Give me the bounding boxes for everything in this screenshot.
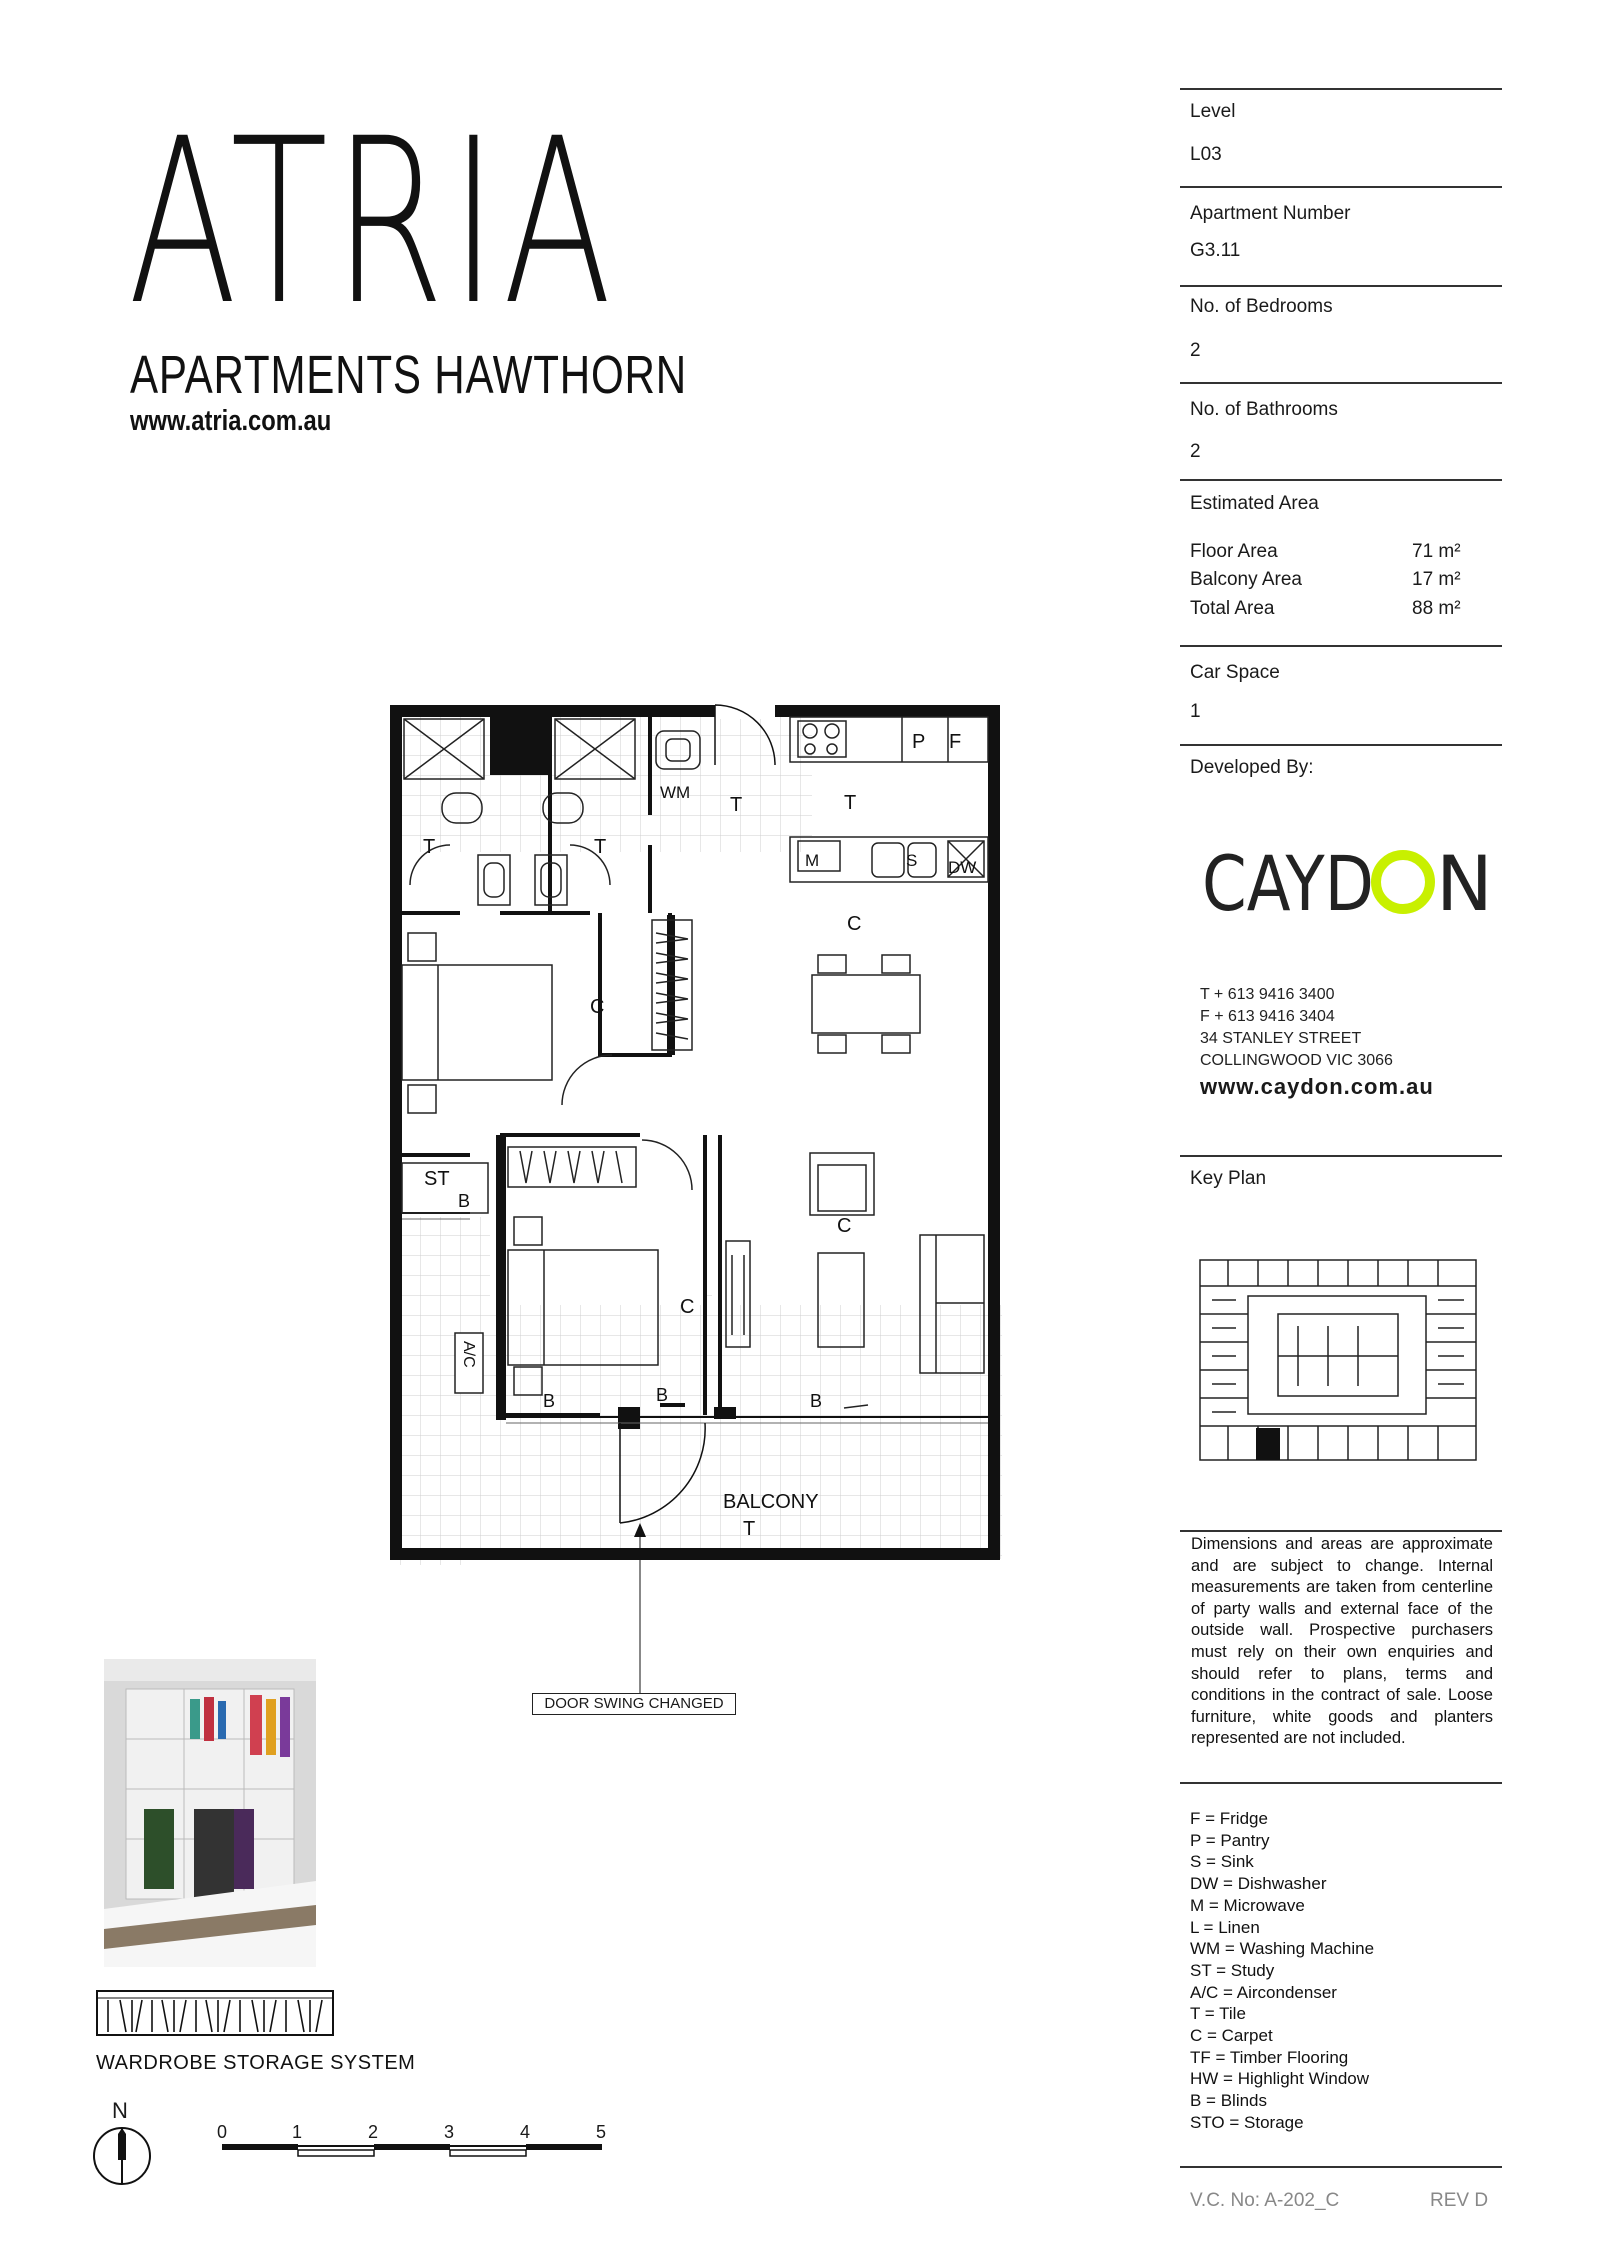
- divider: [1180, 88, 1502, 90]
- scale-tick: 1: [292, 2122, 303, 2142]
- area-value: 71 m²: [1412, 541, 1461, 562]
- label-study: ST: [424, 1168, 450, 1190]
- key-plan-diagram: [1198, 1256, 1480, 1466]
- caydon-logo-text-right: N: [1436, 839, 1493, 928]
- label-sink: S: [906, 851, 918, 870]
- vc-number: V.C. No: A-202_C: [1190, 2190, 1340, 2211]
- legend-list: [1190, 1808, 1374, 2134]
- wardrobe-storage-symbol: [96, 1990, 336, 2038]
- divider: [1180, 479, 1502, 481]
- legend-item: P = Pantry: [1190, 1830, 1270, 1850]
- label-balcony: BALCONY: [723, 1491, 819, 1513]
- north-label: N: [112, 2098, 128, 2123]
- legend-item: T = Tile: [1190, 2004, 1246, 2024]
- label-pantry: P: [912, 731, 926, 753]
- wardrobe-photo: [104, 1659, 316, 1967]
- developer-label: Developed By:: [1190, 757, 1314, 778]
- level-value: L03: [1190, 144, 1222, 165]
- scale-tick: 2: [368, 2122, 379, 2142]
- divider: [1180, 744, 1502, 746]
- caydon-logo-text-left: CAYD: [1202, 839, 1374, 928]
- label-blinds: B: [810, 1391, 823, 1411]
- bathrooms-value: 2: [1190, 441, 1201, 462]
- level-label: Level: [1190, 101, 1236, 122]
- apartment-label: Apartment Number: [1190, 203, 1351, 224]
- scale-tick: 4: [520, 2122, 531, 2142]
- label-t: T: [423, 836, 436, 858]
- legend-item: A/C = Aircondenser: [1190, 1982, 1337, 2002]
- label-microwave: M: [805, 851, 820, 870]
- area-row-balcony: [1190, 569, 1470, 591]
- keyplan-label: Key Plan: [1190, 1168, 1267, 1189]
- brand-logo-title: ATRIA: [128, 89, 618, 355]
- divider: [1180, 1155, 1502, 1157]
- door-swing-note: DOOR SWING CHANGED: [532, 1693, 736, 1715]
- label-carpet: C: [590, 996, 605, 1018]
- area-row-floor: [1190, 541, 1470, 563]
- legend-item: ST = Study: [1190, 1960, 1275, 1980]
- scale-bar: [218, 2136, 610, 2168]
- area-value: 88 m²: [1412, 598, 1461, 619]
- label-aircon: A/C: [460, 1341, 477, 1368]
- label-carpet: C: [847, 913, 862, 935]
- legend-item: DW = Dishwasher: [1190, 1874, 1327, 1894]
- contact-fax: F + 613 9416 3404: [1200, 1008, 1335, 1025]
- scale-tick: 3: [444, 2122, 455, 2142]
- divider: [1180, 2166, 1502, 2168]
- bedrooms-value: 2: [1190, 340, 1201, 361]
- label-blinds: B: [458, 1191, 471, 1211]
- legend-item: STO = Storage: [1190, 2112, 1304, 2132]
- contact-city: COLLINGWOOD VIC 3066: [1200, 1052, 1393, 1069]
- label-t: T: [844, 792, 857, 814]
- car-value: 1: [1190, 701, 1201, 722]
- label-blinds: B: [543, 1391, 556, 1411]
- wardrobe-caption: WARDROBE STORAGE SYSTEM: [96, 2052, 416, 2074]
- scale-tick: 5: [596, 2122, 607, 2142]
- legend-item: C = Carpet: [1190, 2026, 1273, 2046]
- legend-item: S = Sink: [1190, 1852, 1254, 1872]
- caydon-logo: [1200, 839, 1493, 928]
- label-t: T: [594, 836, 607, 858]
- apartment-value: G3.11: [1190, 240, 1241, 261]
- bathrooms-label: No. of Bathrooms: [1190, 399, 1338, 420]
- disclaimer-text: Dimensions and areas are approximate and are subject to change. Internal measurements are taken from centerline of party walls and external face of the outside wall. Prospective purchasers must rely on their own enquiries and should refer to plans, terms and conditions in the contract of sale. Loose furniture, white goods and planters represented are not included.: [1191, 1535, 1493, 1748]
- contact-phone: T + 613 9416 3400: [1200, 986, 1335, 1003]
- legend-item: B = Blinds: [1190, 2091, 1268, 2111]
- legend-item: M = Microwave: [1190, 1895, 1305, 1915]
- divider: [1180, 1530, 1502, 1532]
- area-name: Balcony Area: [1190, 569, 1302, 590]
- area-value: 17 m²: [1412, 569, 1461, 590]
- label-wm: WM: [660, 783, 691, 802]
- label-fridge: F: [949, 731, 962, 753]
- bedrooms-label: No. of Bedrooms: [1190, 296, 1333, 317]
- area-label: Estimated Area: [1190, 493, 1319, 514]
- contact-street: 34 STANLEY STREET: [1200, 1030, 1362, 1047]
- label-blinds: B: [656, 1385, 669, 1405]
- legend-item: F = Fridge: [1190, 1809, 1268, 1828]
- label-carpet: C: [837, 1215, 852, 1237]
- divider: [1180, 285, 1502, 287]
- divider: [1180, 645, 1502, 647]
- brand-url: www.atria.com.au: [130, 405, 332, 437]
- legend-item: L = Linen: [1190, 1917, 1260, 1937]
- divider: [1180, 382, 1502, 384]
- key-plan-apartment-highlight: [1256, 1428, 1280, 1460]
- brand-subtitle: APARTMENTS HAWTHORN: [130, 345, 687, 405]
- caydon-url[interactable]: www.caydon.com.au: [1200, 1074, 1434, 1099]
- north-arrow-icon: [92, 2126, 154, 2188]
- area-name: Floor Area: [1190, 541, 1278, 562]
- revision: REV D: [1430, 2190, 1489, 2211]
- area-row-total: [1190, 598, 1470, 620]
- legend-item: WM = Washing Machine: [1190, 1939, 1375, 1959]
- legend-item: TF = Timber Flooring: [1190, 2047, 1349, 2067]
- legend-item: HW = Highlight Window: [1190, 2069, 1370, 2089]
- divider: [1180, 186, 1502, 188]
- caydon-logo-ring: [1376, 855, 1430, 909]
- label-t: T: [743, 1518, 756, 1540]
- area-name: Total Area: [1190, 598, 1275, 619]
- floor-plan: [380, 695, 1010, 1570]
- label-dishwasher: DW: [948, 858, 977, 877]
- car-label: Car Space: [1190, 662, 1280, 683]
- divider: [1180, 1782, 1502, 1784]
- label-carpet: C: [680, 1296, 695, 1318]
- scale-tick: 0: [217, 2122, 228, 2142]
- label-t: T: [730, 794, 743, 816]
